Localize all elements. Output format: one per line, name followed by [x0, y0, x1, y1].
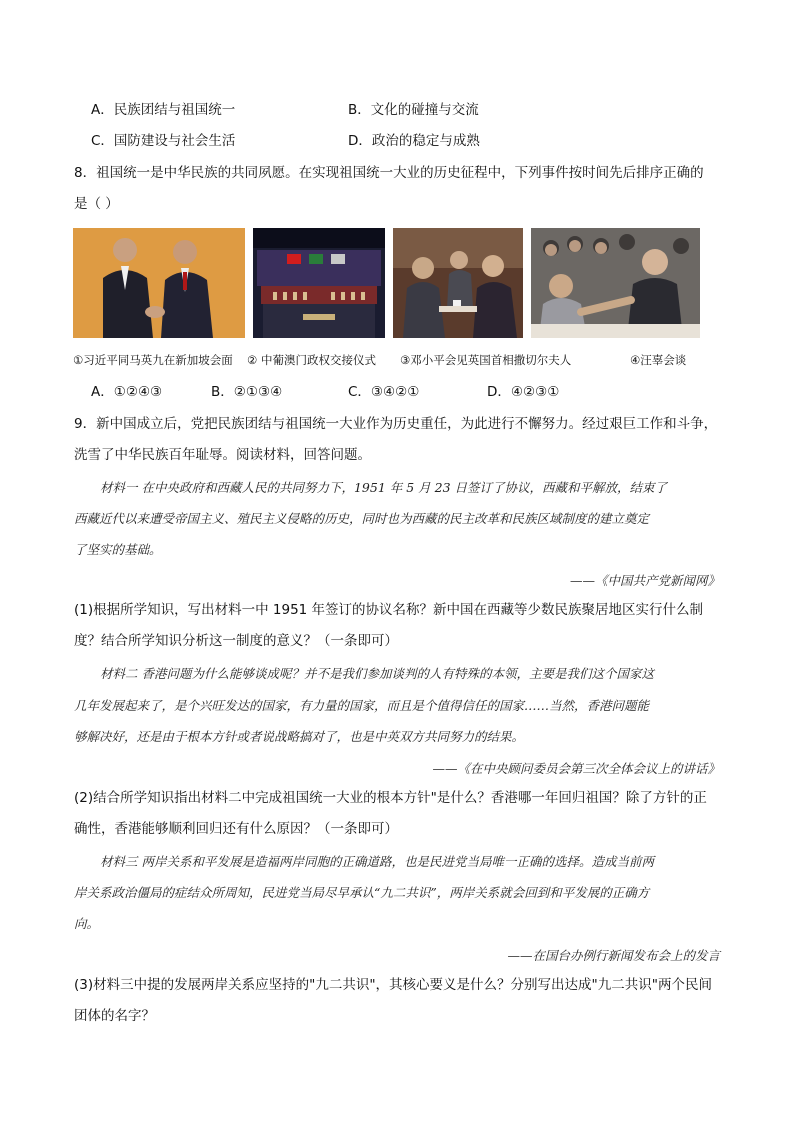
q7-option-a: A．民族团结与祖国统一 — [91, 102, 236, 118]
q9-sub1-line1: (1)根据所学知识，写出材料一中 1951 年签订的协议名称？新中国在西藏等少数民族聚居地区实行什么制 — [74, 602, 704, 618]
material3-line3: 向。 — [74, 916, 100, 931]
q8-option-c: C．③④②① — [348, 384, 420, 400]
q7-option-d: D．政治的稳定与成熟 — [348, 133, 480, 149]
q9-sub2-line1: (2)结合所学知识指出材料二中完成祖国统一大业的根本方针"是什么？香港哪一年回归祖国？除了方针的正 — [74, 790, 707, 806]
q7-option-c: C．国防建设与社会生活 — [91, 133, 236, 149]
material2-line3: 够解决好，还是由于根本方针或者说战略搞对了，也是中英双方共同努力的结果。 — [74, 729, 525, 744]
material3-line1: 材料三 两岸关系和平发展是造福两岸同胞的正确道路，也是民进党当局唯一正确的选择。造成当前两 — [100, 854, 654, 869]
q8-option-b: B．②①③④ — [211, 384, 283, 400]
material3-source: ——在国台办例行新闻发布会上的发言 — [507, 948, 720, 963]
material1-line3: 了坚实的基础。 — [74, 542, 162, 557]
photo-caption-1: ①习近平同马英九在新加坡会面 — [73, 353, 233, 367]
material1-line2: 西藏近代以来遭受帝国主义、殖民主义侵略的历史，同时也为西藏的民主改革和民族区域制度的建立奠定 — [74, 511, 650, 526]
material3-line2: 岸关系政治僵局的症结众所周知，民进党当局尽早承认“九二共识”，两岸关系就会回到和平发展的正确方 — [74, 885, 650, 900]
q8-stem-line2: 是（ ） — [74, 196, 119, 212]
photo-xi-ma-meeting — [73, 228, 245, 338]
q9-stem-line2: 洗雪了中华民族百年耻辱。阅读材料，回答问题。 — [74, 447, 371, 463]
q7-option-b: B．文化的碰撞与交流 — [348, 102, 479, 118]
photo-deng-thatcher-meeting — [393, 228, 523, 338]
material2-line1: 材料二 香港问题为什么能够谈成呢？并不是我们参加谈判的人有特殊的本领，主要是我们这个国家这 — [100, 666, 654, 681]
q9-sub1-line2: 度？结合所学知识分析这一制度的意义？（一条即可） — [74, 633, 398, 649]
q8-option-d: D．④②③① — [487, 384, 560, 400]
material1-line1: 材料一 在中央政府和西藏人民的共同努力下，1951 年 5 月 23 日签订了协议，西藏和平解放，结束了 — [100, 480, 668, 495]
material2-source: ——《在中央顾问委员会第三次全体会议上的讲话》 — [432, 761, 720, 776]
q8-stem-line1: 8．祖国统一是中华民族的共同夙愿。在实现祖国统一大业的历史征程中，下列事件按时间先后排序正确的 — [74, 165, 704, 181]
q9-sub2-line2: 确性，香港能够顺利回归还有什么原因？（一条即可） — [74, 821, 398, 837]
photo-caption-3: ③邓小平会见英国首相撒切尔夫人 — [400, 353, 572, 367]
photo-caption-2: ② 中葡澳门政权交接仪式 — [247, 353, 376, 367]
photo-wang-koo-talks — [531, 228, 700, 338]
q9-sub3-line2: 团体的名字？ — [74, 1008, 155, 1024]
material1-source: ——《中国共产党新闻网》 — [569, 573, 720, 588]
material2-line2: 几年发展起来了，是个兴旺发达的国家，有力量的国家，而且是个值得信任的国家……当然，香港问题能 — [74, 698, 650, 713]
q9-sub3-line1: (3)材料三中提的发展两岸关系应坚持的"九二共识"，其核心要义是什么？分别写出达成"九二共识"两个民间 — [74, 977, 712, 993]
q8-option-a: A．①②④③ — [91, 384, 163, 400]
q9-stem-line1: 9．新中国成立后，党把民族团结与祖国统一大业作为历史重任，为此进行不懈努力。经过艰巨工作和斗争， — [74, 416, 718, 432]
photo-caption-4: ④汪辜会谈 — [630, 353, 687, 367]
photo-macau-handover-ceremony — [253, 228, 385, 338]
